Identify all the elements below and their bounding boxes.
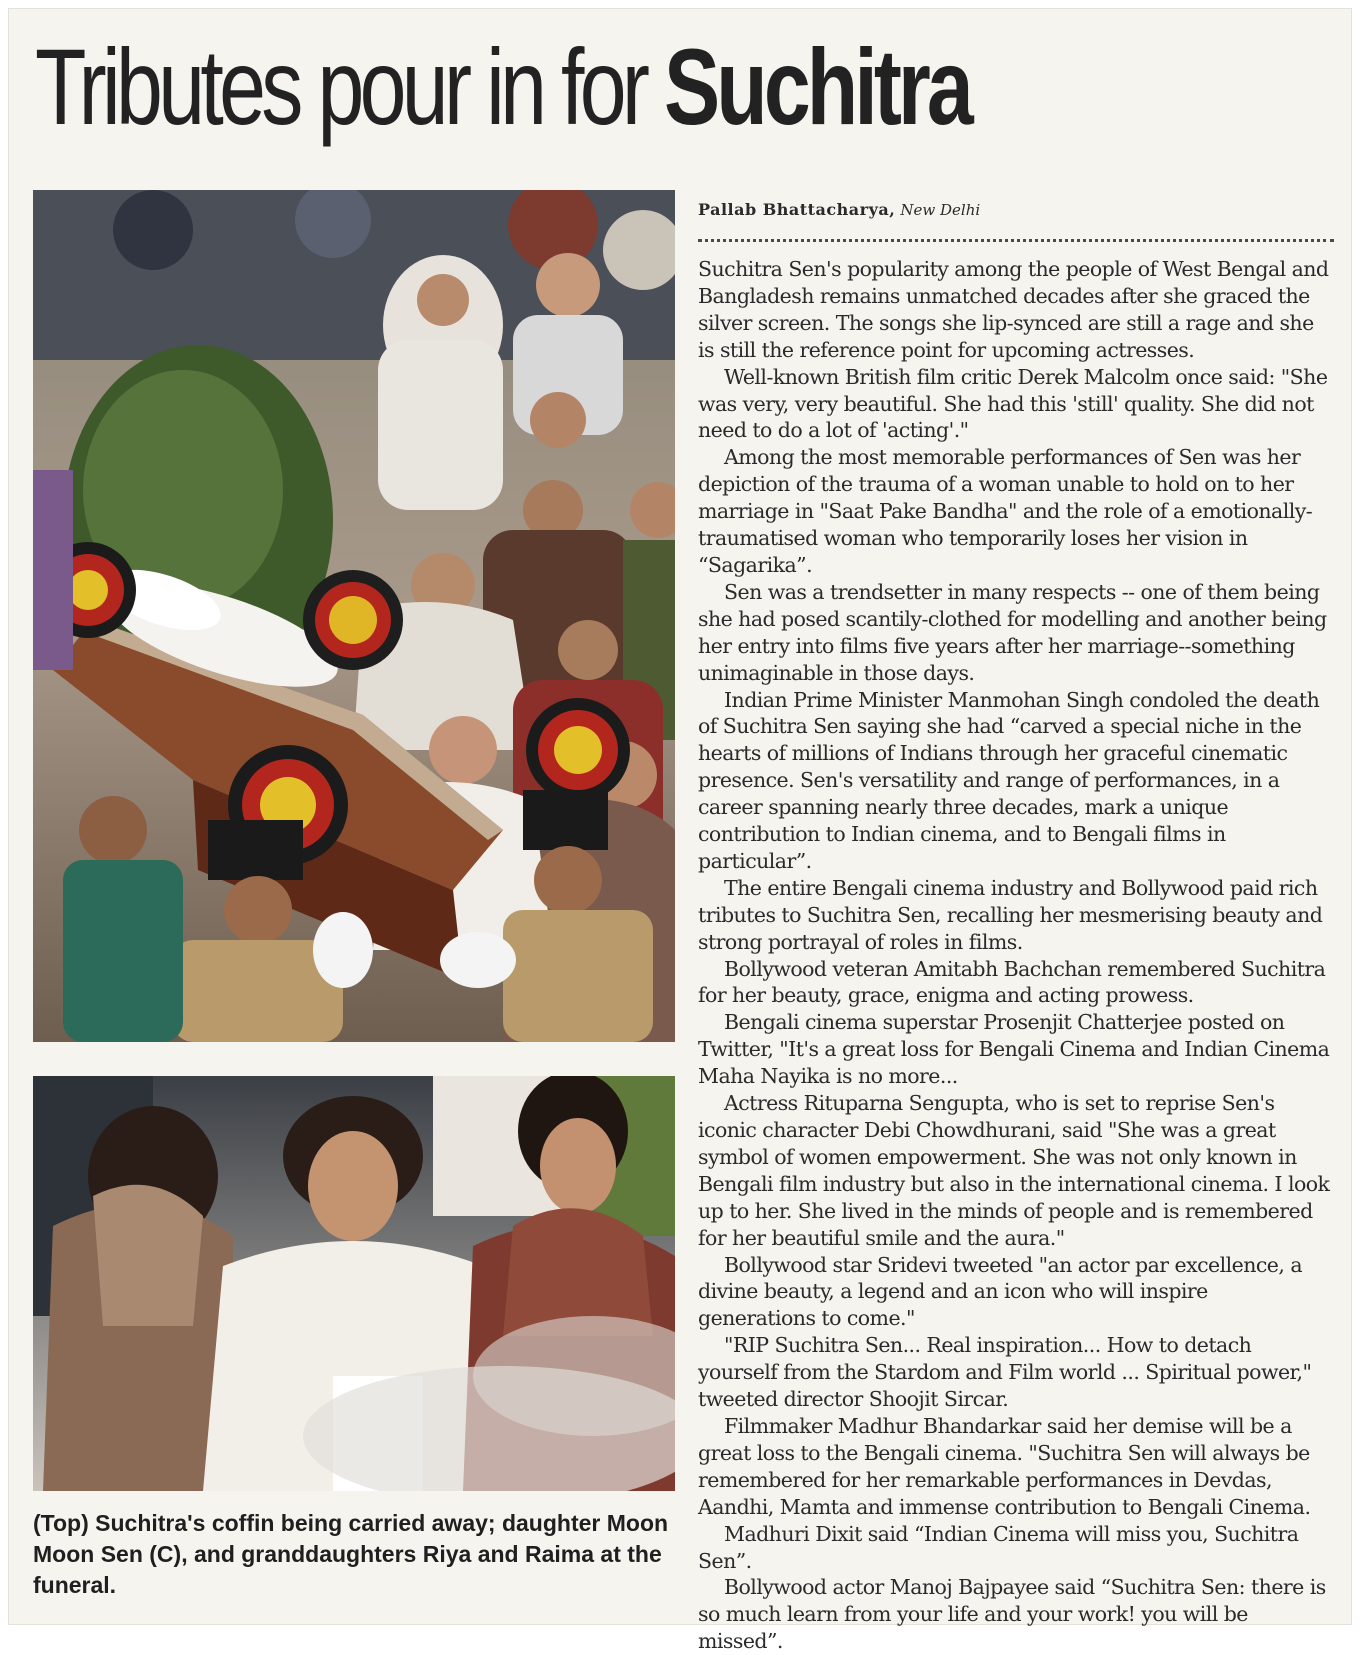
headline-emphasis: Suchitra xyxy=(663,26,970,147)
article-paragraph: Well-known British film critic Derek Malcolm once said: "She was very, very beautiful. She had this 'still' quality. She did not need to do a lot of 'acting'." xyxy=(698,364,1328,443)
article-paragraph: Filmmaker Madhur Bhandarkar said her demise will be a great loss to the Bengali cinema. "Suchitra Sen will always be remembered for her remarkable performances in Devdas, Aandhi, Mamta and immense contribution to Bengali Cinema. xyxy=(698,1413,1311,1519)
mourners-illustration xyxy=(33,1076,675,1491)
article-paragraph: Suchitra Sen's popularity among the people of West Bengal and Bangladesh remains unmatched decades after she graced the silver screen. The songs she lip-synced are still a rage and she is still the reference point for upcoming actresses. xyxy=(698,257,1329,362)
article-paragraph: Madhuri Dixit said “Indian Cinema will miss you, Suchitra Sen”. xyxy=(698,1521,1299,1573)
byline-author: Pallab Bhattacharya, xyxy=(698,200,896,219)
article-paragraph: Actress Rituparna Sengupta, who is set to reprise Sen's iconic character Debi Chowdhurani, said "She was a great symbol of women empowerment. She was not only known in Bengali film industry but also in the international cinema. I look up to her. She lived in the minds of people and is remembered for her beautiful smile and the aura." xyxy=(698,1091,1330,1250)
byline-location: New Delhi xyxy=(900,201,981,219)
byline xyxy=(698,200,1338,219)
headline xyxy=(35,26,970,147)
article-paragraph: Sen was a trendsetter in many respects -- one of them being she had posed scantily-clothed for modelling and another being her entry into films five years after her marriage--something unimaginable in those days. xyxy=(698,579,1327,685)
article-paragraph: Bollywood star Sridevi tweeted "an actor par excellence, a divine beauty, a legend and an icon who will inspire generations to come." xyxy=(698,1252,1302,1331)
byline-divider xyxy=(698,239,1334,242)
article-paragraph: Bollywood actor Manoj Bajpayee said “Suchitra Sen: there is so much learn from your life and your work! you will be missed”. xyxy=(698,1575,1326,1654)
article-body xyxy=(698,256,1330,1655)
article-paragraph: Indian Prime Minister Manmohan Singh condoled the death of Suchitra Sen saying she had “carved a special niche in the hearts of millions of Indians through her graceful cinematic presence. Sen's versatility and range of performances, in a career spanning nearly three decades, mark a unique contribution to Indian cinema, and to Bengali films in particular”. xyxy=(698,687,1320,873)
procession-illustration xyxy=(33,190,675,1042)
article-paragraph: Bengali cinema superstar Prosenjit Chatterjee posted on Twitter, "It's a great loss for Bengali Cinema and Indian Cinema Maha Nayika is no more... xyxy=(698,1010,1330,1089)
article-paragraph: The entire Bengali cinema industry and Bollywood paid rich tributes to Suchitra Sen, recalling her mesmerising beauty and strong portrayal of roles in films. xyxy=(698,875,1323,954)
funeral-procession-photo xyxy=(33,190,675,1042)
newspaper-page xyxy=(8,8,1352,1654)
photo-caption: (Top) Suchitra's coffin being carried away; daughter Moon Moon Sen (C), and granddaughters Riya and Raima at the funeral. xyxy=(33,1510,669,1598)
family-mourners-photo xyxy=(33,1076,675,1491)
article-paragraph: Bollywood veteran Amitabh Bachchan remembered Suchitra for her beauty, grace, enigma and acting prowess. xyxy=(698,956,1326,1008)
headline-lead: Tributes pour in for xyxy=(35,26,646,147)
article-paragraph: "RIP Suchitra Sen... Real inspiration... How to detach yourself from the Stardom and Film world ... Spiritual power," tweeted director Shoojit Sircar. xyxy=(698,1333,1312,1412)
article-paragraph: Among the most memorable performances of Sen was her depiction of the trauma of a woman unable to hold on to her marriage in "Saat Pake Bandha" and the role of a emotionally-traumatised woman who temporarily loses her vision in “Sagarika”. xyxy=(698,445,1313,577)
